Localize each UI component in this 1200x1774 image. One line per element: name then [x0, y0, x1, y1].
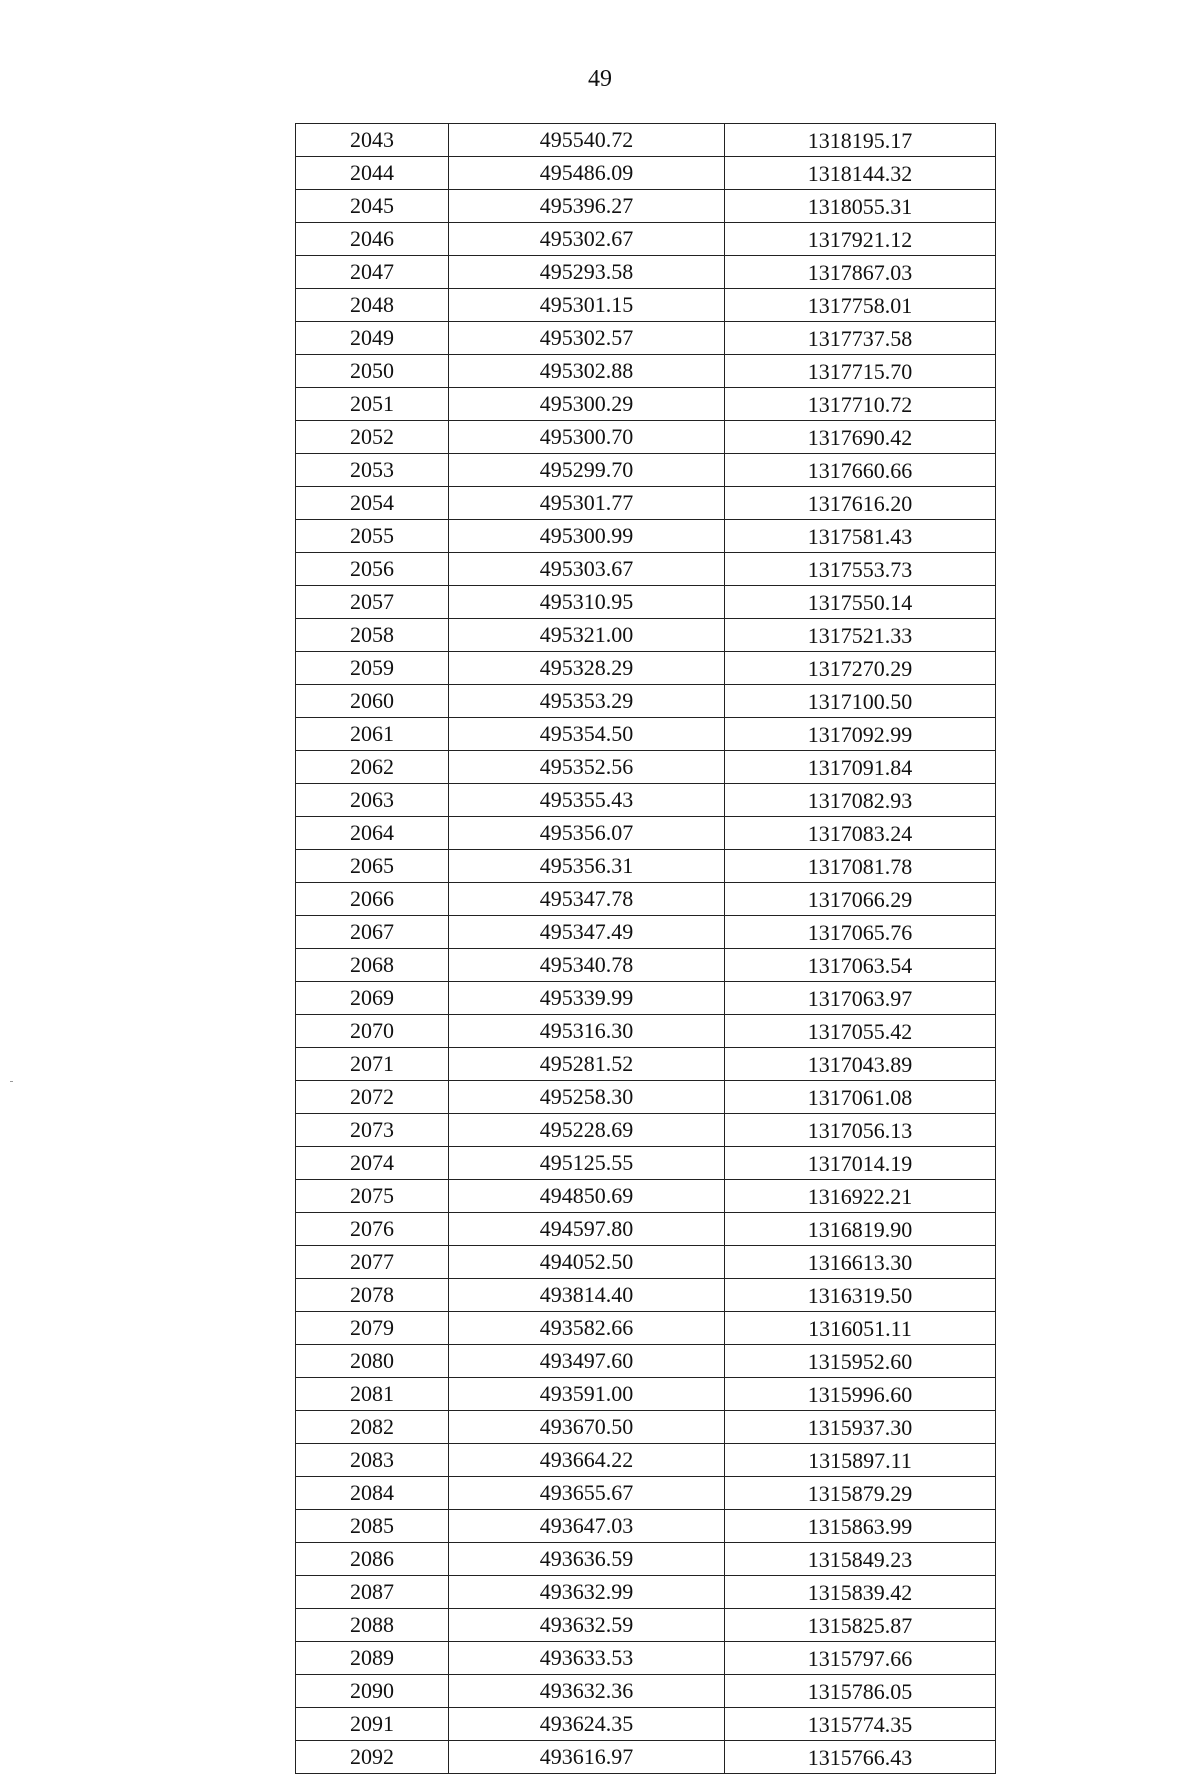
- x-coordinate-cell: 493632.99: [449, 1576, 725, 1609]
- y-coordinate-cell: 1315766.43: [725, 1741, 996, 1774]
- table-row: [296, 1048, 996, 1081]
- x-coordinate-cell: 493632.36: [449, 1675, 725, 1708]
- point-number-cell: 2083: [296, 1444, 449, 1477]
- point-number-cell: 2068: [296, 949, 449, 982]
- table-row: [296, 190, 996, 223]
- table-row: [296, 982, 996, 1015]
- point-number-cell: 2087: [296, 1576, 449, 1609]
- x-coordinate-cell: 493664.22: [449, 1444, 725, 1477]
- point-number-cell: 2084: [296, 1477, 449, 1510]
- x-coordinate-cell: 494052.50: [449, 1246, 725, 1279]
- point-number-cell: 2086: [296, 1543, 449, 1576]
- y-coordinate-cell: 1317710.72: [725, 388, 996, 421]
- point-number-cell: 2072: [296, 1081, 449, 1114]
- y-coordinate-cell: 1317690.42: [725, 421, 996, 454]
- table-row: [296, 850, 996, 883]
- table-row: [296, 487, 996, 520]
- point-number-cell: 2071: [296, 1048, 449, 1081]
- table-row: [296, 1675, 996, 1708]
- point-number-cell: 2045: [296, 190, 449, 223]
- table-row: [296, 949, 996, 982]
- table-row: [296, 454, 996, 487]
- point-number-cell: 2047: [296, 256, 449, 289]
- x-coordinate-cell: 495300.29: [449, 388, 725, 421]
- x-coordinate-cell: 495316.30: [449, 1015, 725, 1048]
- table-row: [296, 916, 996, 949]
- y-coordinate-cell: 1317065.76: [725, 916, 996, 949]
- point-number-cell: 2073: [296, 1114, 449, 1147]
- y-coordinate-cell: 1317061.08: [725, 1081, 996, 1114]
- table-row: [296, 817, 996, 850]
- point-number-cell: 2077: [296, 1246, 449, 1279]
- y-coordinate-cell: 1315937.30: [725, 1411, 996, 1444]
- x-coordinate-cell: 493582.66: [449, 1312, 725, 1345]
- x-coordinate-cell: 495281.52: [449, 1048, 725, 1081]
- x-coordinate-cell: 495300.99: [449, 520, 725, 553]
- x-coordinate-cell: 495301.15: [449, 289, 725, 322]
- y-coordinate-cell: 1315952.60: [725, 1345, 996, 1378]
- x-coordinate-cell: 495301.77: [449, 487, 725, 520]
- point-number-cell: 2050: [296, 355, 449, 388]
- point-number-cell: 2053: [296, 454, 449, 487]
- point-number-cell: 2052: [296, 421, 449, 454]
- x-coordinate-cell: 493624.35: [449, 1708, 725, 1741]
- x-coordinate-cell: 493670.50: [449, 1411, 725, 1444]
- table-row: [296, 619, 996, 652]
- x-coordinate-cell: 493633.53: [449, 1642, 725, 1675]
- x-coordinate-cell: 493655.67: [449, 1477, 725, 1510]
- x-coordinate-cell: 495396.27: [449, 190, 725, 223]
- table-row: [296, 718, 996, 751]
- table-row: [296, 157, 996, 190]
- table-row: [296, 223, 996, 256]
- y-coordinate-cell: 1317014.19: [725, 1147, 996, 1180]
- y-coordinate-cell: 1318144.32: [725, 157, 996, 190]
- x-coordinate-cell: 495352.56: [449, 751, 725, 784]
- table-row: [296, 1642, 996, 1675]
- x-coordinate-cell: 495354.50: [449, 718, 725, 751]
- y-coordinate-cell: 1317092.99: [725, 718, 996, 751]
- table-row: [296, 553, 996, 586]
- point-number-cell: 2057: [296, 586, 449, 619]
- x-coordinate-cell: 495347.78: [449, 883, 725, 916]
- y-coordinate-cell: 1317056.13: [725, 1114, 996, 1147]
- point-number-cell: 2091: [296, 1708, 449, 1741]
- x-coordinate-cell: 495228.69: [449, 1114, 725, 1147]
- table-row: [296, 1378, 996, 1411]
- y-coordinate-cell: 1317521.33: [725, 619, 996, 652]
- point-number-cell: 2090: [296, 1675, 449, 1708]
- x-coordinate-cell: 495328.29: [449, 652, 725, 685]
- x-coordinate-cell: 495299.70: [449, 454, 725, 487]
- y-coordinate-cell: 1316922.21: [725, 1180, 996, 1213]
- y-coordinate-cell: 1315863.99: [725, 1510, 996, 1543]
- y-coordinate-cell: 1315797.66: [725, 1642, 996, 1675]
- point-number-cell: 2082: [296, 1411, 449, 1444]
- table-row: [296, 1279, 996, 1312]
- x-coordinate-cell: 493632.59: [449, 1609, 725, 1642]
- table-row: [296, 355, 996, 388]
- x-coordinate-cell: 495303.67: [449, 553, 725, 586]
- x-coordinate-cell: 494850.69: [449, 1180, 725, 1213]
- y-coordinate-cell: 1315774.35: [725, 1708, 996, 1741]
- y-coordinate-cell: 1317082.93: [725, 784, 996, 817]
- x-coordinate-cell: 495540.72: [449, 124, 725, 157]
- y-coordinate-cell: 1317091.84: [725, 751, 996, 784]
- y-coordinate-cell: 1317581.43: [725, 520, 996, 553]
- y-coordinate-cell: 1316613.30: [725, 1246, 996, 1279]
- point-number-cell: 2062: [296, 751, 449, 784]
- x-coordinate-cell: 493591.00: [449, 1378, 725, 1411]
- table-row: [296, 1081, 996, 1114]
- table-row: [296, 256, 996, 289]
- y-coordinate-cell: 1318195.17: [725, 124, 996, 157]
- point-number-cell: 2061: [296, 718, 449, 751]
- y-coordinate-cell: 1317066.29: [725, 883, 996, 916]
- page-number: 49: [588, 66, 612, 92]
- point-number-cell: 2081: [296, 1378, 449, 1411]
- y-coordinate-cell: 1317550.14: [725, 586, 996, 619]
- y-coordinate-cell: 1318055.31: [725, 190, 996, 223]
- x-coordinate-cell: 495302.57: [449, 322, 725, 355]
- y-coordinate-cell: 1317043.89: [725, 1048, 996, 1081]
- table-row: [296, 1147, 996, 1180]
- y-coordinate-cell: 1317737.58: [725, 322, 996, 355]
- x-coordinate-cell: 495339.99: [449, 982, 725, 1015]
- x-coordinate-cell: 495300.70: [449, 421, 725, 454]
- table-row: [296, 1576, 996, 1609]
- point-number-cell: 2070: [296, 1015, 449, 1048]
- point-number-cell: 2065: [296, 850, 449, 883]
- x-coordinate-cell: 495321.00: [449, 619, 725, 652]
- table-row: [296, 1510, 996, 1543]
- table-row: [296, 124, 996, 157]
- table-row: [296, 1708, 996, 1741]
- coordinates-table: [295, 123, 996, 1774]
- y-coordinate-cell: 1315825.87: [725, 1609, 996, 1642]
- point-number-cell: 2064: [296, 817, 449, 850]
- x-coordinate-cell: 495293.58: [449, 256, 725, 289]
- table-row: [296, 586, 996, 619]
- point-number-cell: 2044: [296, 157, 449, 190]
- table-row: [296, 1444, 996, 1477]
- y-coordinate-cell: 1317063.54: [725, 949, 996, 982]
- point-number-cell: 2049: [296, 322, 449, 355]
- point-number-cell: 2054: [296, 487, 449, 520]
- x-coordinate-cell: 493647.03: [449, 1510, 725, 1543]
- y-coordinate-cell: 1317867.03: [725, 256, 996, 289]
- point-number-cell: 2063: [296, 784, 449, 817]
- table-row: [296, 1543, 996, 1576]
- x-coordinate-cell: 493497.60: [449, 1345, 725, 1378]
- table-row: [296, 1609, 996, 1642]
- table-row: [296, 685, 996, 718]
- point-number-cell: 2066: [296, 883, 449, 916]
- point-number-cell: 2046: [296, 223, 449, 256]
- y-coordinate-cell: 1315849.23: [725, 1543, 996, 1576]
- y-coordinate-cell: 1317660.66: [725, 454, 996, 487]
- table-row: [296, 1213, 996, 1246]
- y-coordinate-cell: 1317083.24: [725, 817, 996, 850]
- x-coordinate-cell: 493636.59: [449, 1543, 725, 1576]
- point-number-cell: 2043: [296, 124, 449, 157]
- table-row: [296, 388, 996, 421]
- point-number-cell: 2051: [296, 388, 449, 421]
- x-coordinate-cell: 495310.95: [449, 586, 725, 619]
- y-coordinate-cell: 1316319.50: [725, 1279, 996, 1312]
- y-coordinate-cell: 1317081.78: [725, 850, 996, 883]
- x-coordinate-cell: 494597.80: [449, 1213, 725, 1246]
- point-number-cell: 2080: [296, 1345, 449, 1378]
- x-coordinate-cell: 495486.09: [449, 157, 725, 190]
- y-coordinate-cell: 1315996.60: [725, 1378, 996, 1411]
- scan-edge-mark: [10, 1081, 13, 1082]
- table-row: [296, 784, 996, 817]
- table-row: [296, 1312, 996, 1345]
- table-row: [296, 751, 996, 784]
- y-coordinate-cell: 1316051.11: [725, 1312, 996, 1345]
- x-coordinate-cell: 495258.30: [449, 1081, 725, 1114]
- y-coordinate-cell: 1317063.97: [725, 982, 996, 1015]
- x-coordinate-cell: 495353.29: [449, 685, 725, 718]
- point-number-cell: 2048: [296, 289, 449, 322]
- table-row: [296, 1015, 996, 1048]
- table-row: [296, 289, 996, 322]
- point-number-cell: 2085: [296, 1510, 449, 1543]
- x-coordinate-cell: 495356.31: [449, 850, 725, 883]
- x-coordinate-cell: 493616.97: [449, 1741, 725, 1774]
- table-row: [296, 1246, 996, 1279]
- table-row: [296, 1180, 996, 1213]
- coordinates-table-body: [296, 124, 996, 1774]
- y-coordinate-cell: 1317055.42: [725, 1015, 996, 1048]
- table-row: [296, 652, 996, 685]
- point-number-cell: 2055: [296, 520, 449, 553]
- point-number-cell: 2069: [296, 982, 449, 1015]
- point-number-cell: 2076: [296, 1213, 449, 1246]
- table-row: [296, 421, 996, 454]
- point-number-cell: 2067: [296, 916, 449, 949]
- x-coordinate-cell: 495355.43: [449, 784, 725, 817]
- y-coordinate-cell: 1317921.12: [725, 223, 996, 256]
- y-coordinate-cell: 1315897.11: [725, 1444, 996, 1477]
- table-row: [296, 1345, 996, 1378]
- x-coordinate-cell: 495356.07: [449, 817, 725, 850]
- point-number-cell: 2059: [296, 652, 449, 685]
- point-number-cell: 2089: [296, 1642, 449, 1675]
- point-number-cell: 2092: [296, 1741, 449, 1774]
- point-number-cell: 2060: [296, 685, 449, 718]
- point-number-cell: 2078: [296, 1279, 449, 1312]
- y-coordinate-cell: 1316819.90: [725, 1213, 996, 1246]
- point-number-cell: 2088: [296, 1609, 449, 1642]
- table-row: [296, 520, 996, 553]
- y-coordinate-cell: 1317553.73: [725, 553, 996, 586]
- y-coordinate-cell: 1315879.29: [725, 1477, 996, 1510]
- table-row: [296, 1114, 996, 1147]
- point-number-cell: 2075: [296, 1180, 449, 1213]
- point-number-cell: 2056: [296, 553, 449, 586]
- table-row: [296, 1741, 996, 1774]
- y-coordinate-cell: 1315839.42: [725, 1576, 996, 1609]
- x-coordinate-cell: 495302.67: [449, 223, 725, 256]
- table-row: [296, 1411, 996, 1444]
- x-coordinate-cell: 495340.78: [449, 949, 725, 982]
- x-coordinate-cell: 495347.49: [449, 916, 725, 949]
- point-number-cell: 2058: [296, 619, 449, 652]
- point-number-cell: 2079: [296, 1312, 449, 1345]
- x-coordinate-cell: 495125.55: [449, 1147, 725, 1180]
- y-coordinate-cell: 1315786.05: [725, 1675, 996, 1708]
- table-row: [296, 322, 996, 355]
- y-coordinate-cell: 1317100.50: [725, 685, 996, 718]
- y-coordinate-cell: 1317270.29: [725, 652, 996, 685]
- y-coordinate-cell: 1317715.70: [725, 355, 996, 388]
- point-number-cell: 2074: [296, 1147, 449, 1180]
- x-coordinate-cell: 495302.88: [449, 355, 725, 388]
- table-row: [296, 883, 996, 916]
- table-row: [296, 1477, 996, 1510]
- y-coordinate-cell: 1317616.20: [725, 487, 996, 520]
- y-coordinate-cell: 1317758.01: [725, 289, 996, 322]
- x-coordinate-cell: 493814.40: [449, 1279, 725, 1312]
